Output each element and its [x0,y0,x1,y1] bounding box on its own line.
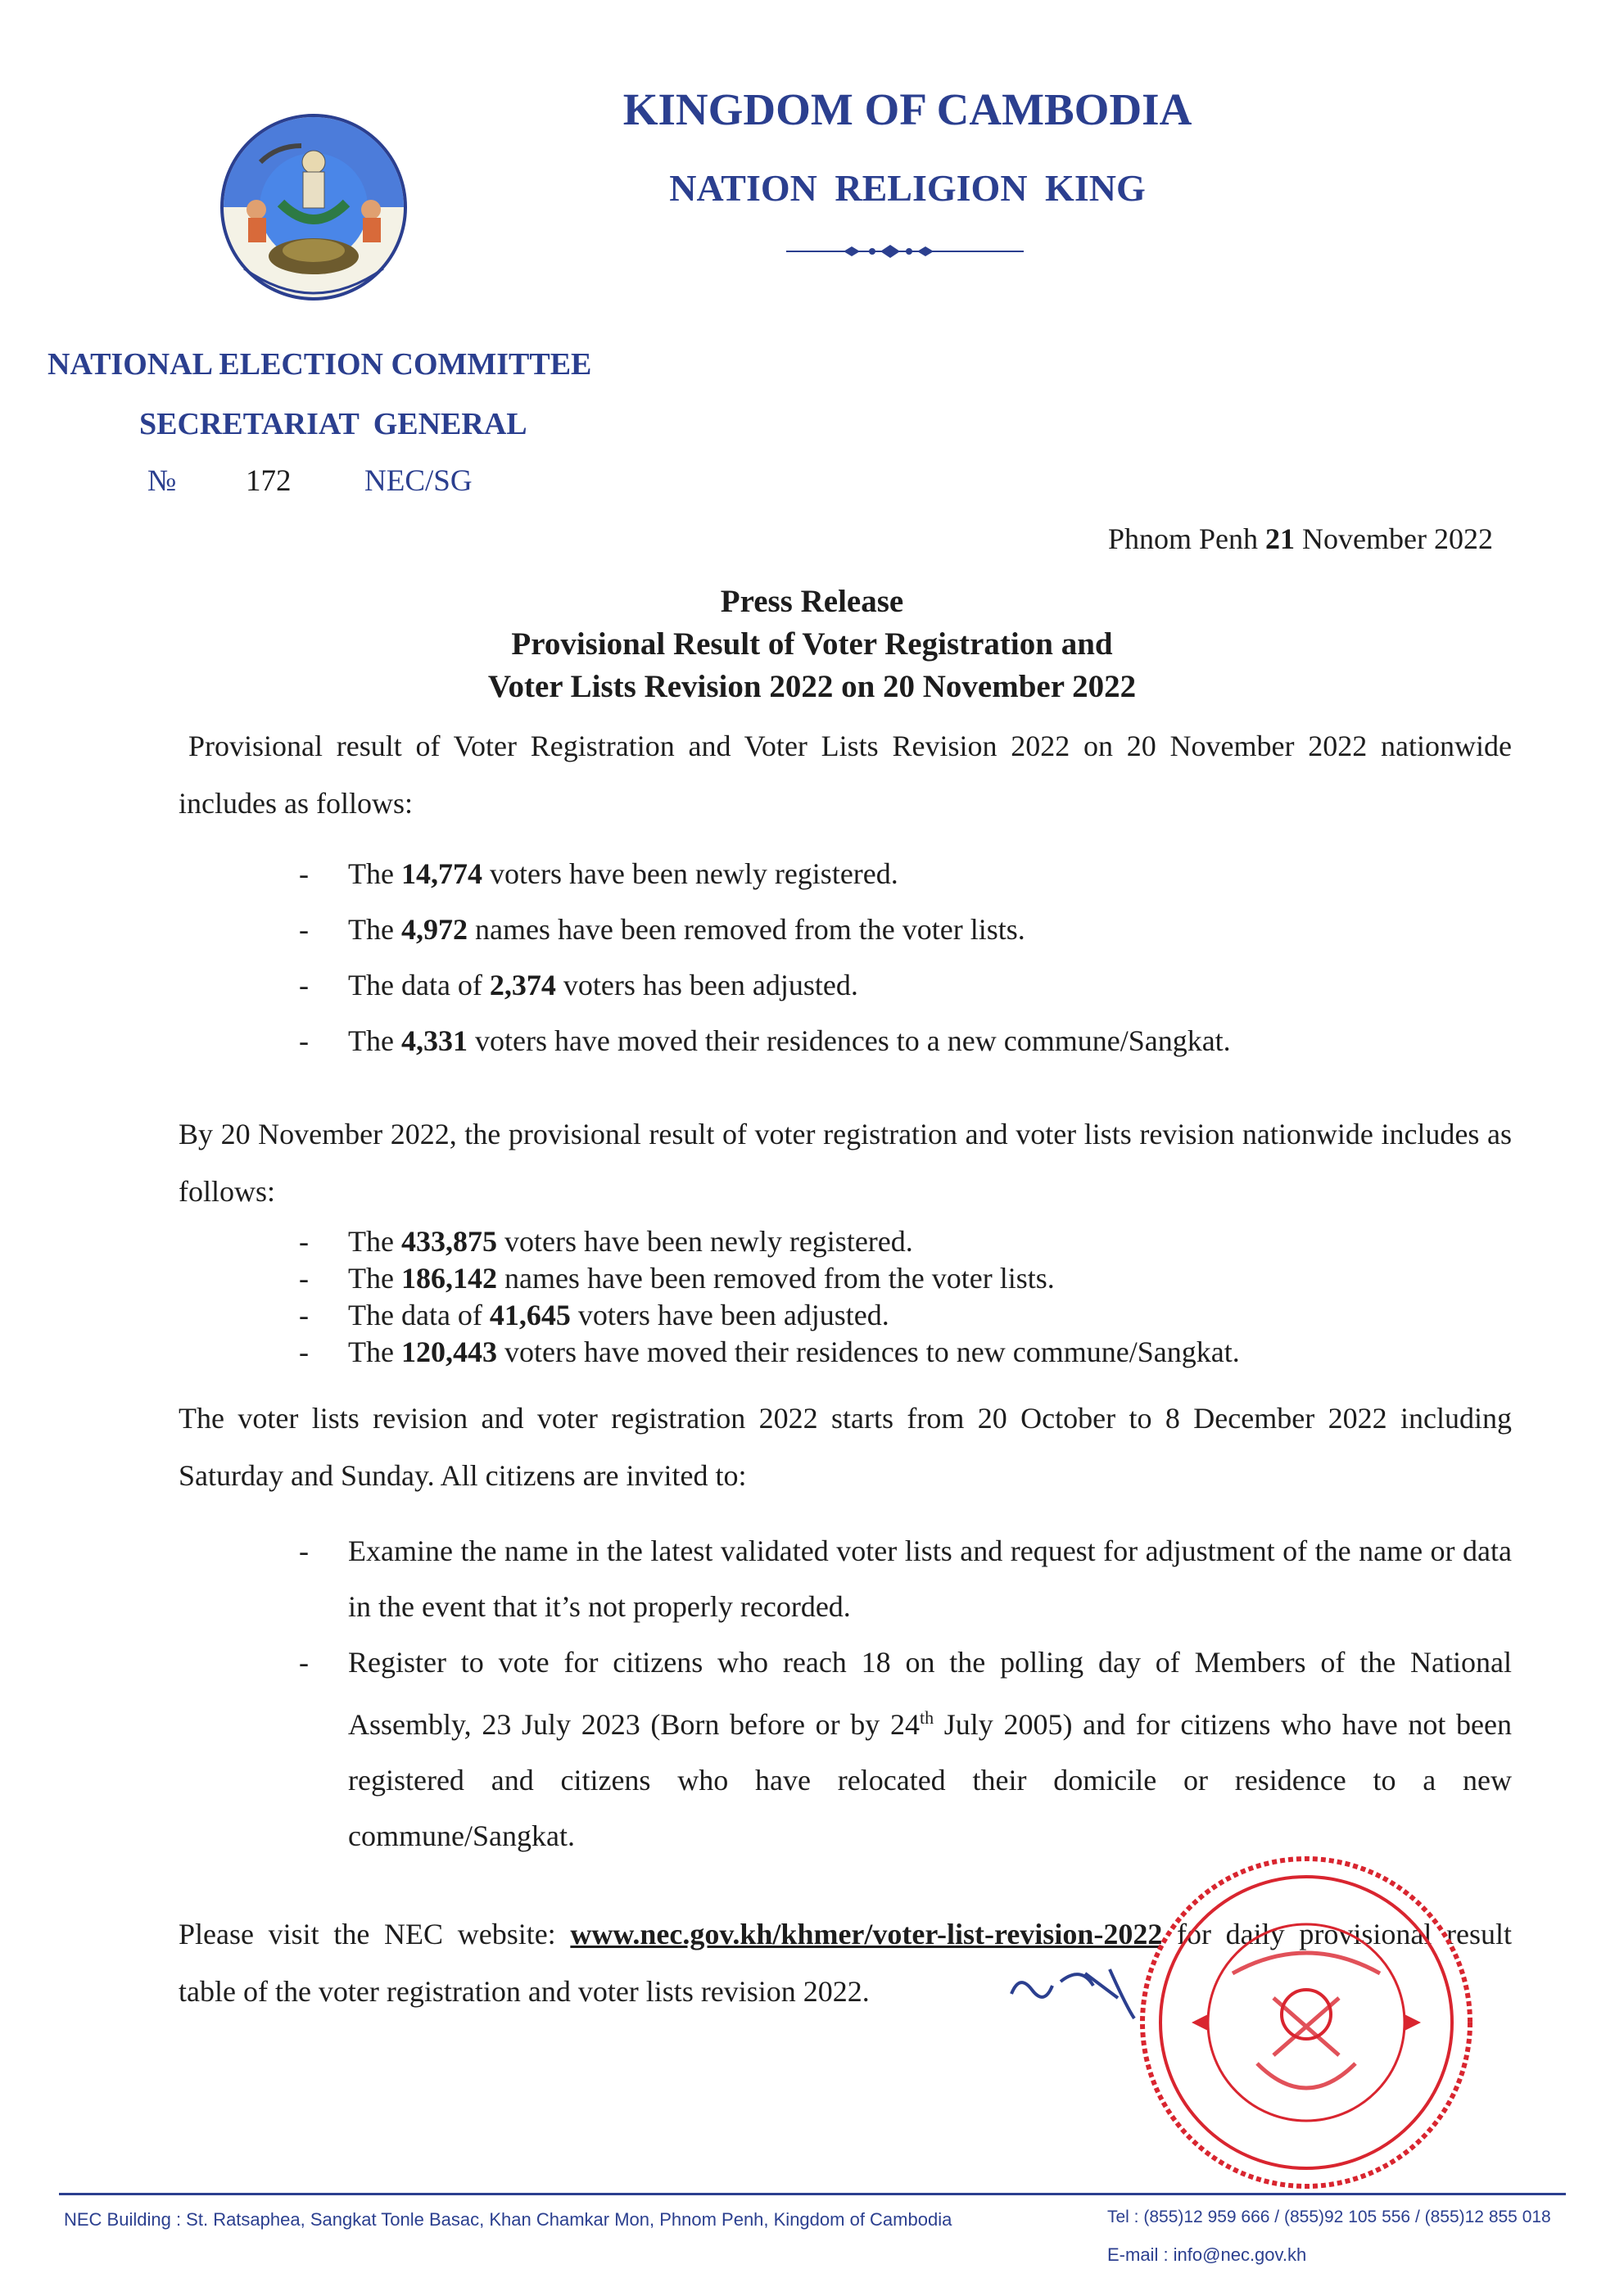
nec-emblem-icon [211,113,416,350]
list-item: - The 14,774 voters have been newly registered. [299,857,898,890]
document-number: 172 [246,464,292,498]
closing-text-post: for daily provisional result table of the voter registration and voter lists revision 2022. [179,1918,1512,2008]
list-item: - The data of 2,374 voters has been adjusted. [299,969,858,1001]
footer-divider [59,2193,1566,2195]
list-item: - Examine the name in the latest validated voter lists and request for adjustment of the name or data in the event that it’s not properly recorded. [299,1534,1512,1623]
list-item: - The 4,331 voters have moved their residences to a new commune/Sangkat. [299,1024,1231,1057]
list-item: - The 4,972 names have been removed from the voter lists. [299,913,1025,946]
list-item: - The 433,875 voters have been newly registered. [299,1225,913,1258]
list-item: - The data of 41,645 voters have been adjusted. [299,1299,889,1331]
ornament-divider-icon [786,242,1024,261]
dateline-day: 21 [1265,522,1296,555]
section2-list [295,1223,1240,1371]
subject-line-2: Voter Lists Revision 2022 on 20 November 2022 [487,669,1137,704]
document-reference: NEC/SG [364,464,473,498]
nation-motto: NATION RELIGION KING [669,167,1146,209]
nec-website-link[interactable]: www.nec.gov.kh/khmer/voter-list-revision-2022 [570,1918,1163,1950]
section1-list [295,846,1231,1069]
footer-email[interactable]: E-mail : info@nec.gov.kh [1107,2244,1307,2265]
section1-intro: Provisional result of Voter Registration and Voter Lists Revision 2022 on 20 November 2022 nationwide includes as follows: [179,730,1512,820]
footer-telephone: Tel : (855)12 959 666 / (855)92 105 556 / (855)12 855 018 [1107,2208,1551,2226]
subject-line-1: Provisional Result of Voter Registration and [511,626,1113,662]
section3-list [295,1523,1512,1864]
list-item: - The 120,443 voters have moved their residences to new commune/Sangkat. [299,1336,1240,1368]
section2-intro: By 20 November 2022, the provisional result of voter registration and voter lists revision nationwide includes as follows: [179,1118,1512,1208]
dateline [1108,522,1493,556]
closing-text-pre: Please visit the NEC website: [179,1918,571,1950]
section3-intro: The voter lists revision and voter registration 2022 starts from 20 October to 8 December 2022 including Saturday and Sunday. All citizens are invited to: [179,1402,1512,1492]
number-sign: № [147,464,177,498]
list-item: - Register to vote for citizens who reach 18 on the polling day of Members of the National Assembly, 23 July 2023 (Born before or by 24th July 2005) and for citizens who have not been registered and citizens who have relocated their domicile or residence to a new commune/Sangkat. [299,1646,1512,1852]
kingdom-heading: KINGDOM OF CAMBODIA [622,84,1192,134]
document-number-row [147,463,473,499]
list-item: - The 186,142 names have been removed from the voter lists. [299,1262,1055,1295]
footer-address: NEC Building : St. Ratsaphea, Sangkat Tonle Basac, Khan Chamkar Mon, Phnom Penh, Kingdom of Cambodia [64,2209,952,2230]
signature-icon [1003,1949,1147,2023]
official-seal-icon [1134,1851,1478,2194]
department-name: SECRETARIAT GENERAL [139,407,527,441]
dateline-month-year: November 2022 [1302,522,1493,555]
dateline-place: Phnom Penh [1108,522,1259,555]
organization-name: NATIONAL ELECTION COMMITTEE [47,347,592,382]
press-release-title: Press Release [720,584,904,619]
